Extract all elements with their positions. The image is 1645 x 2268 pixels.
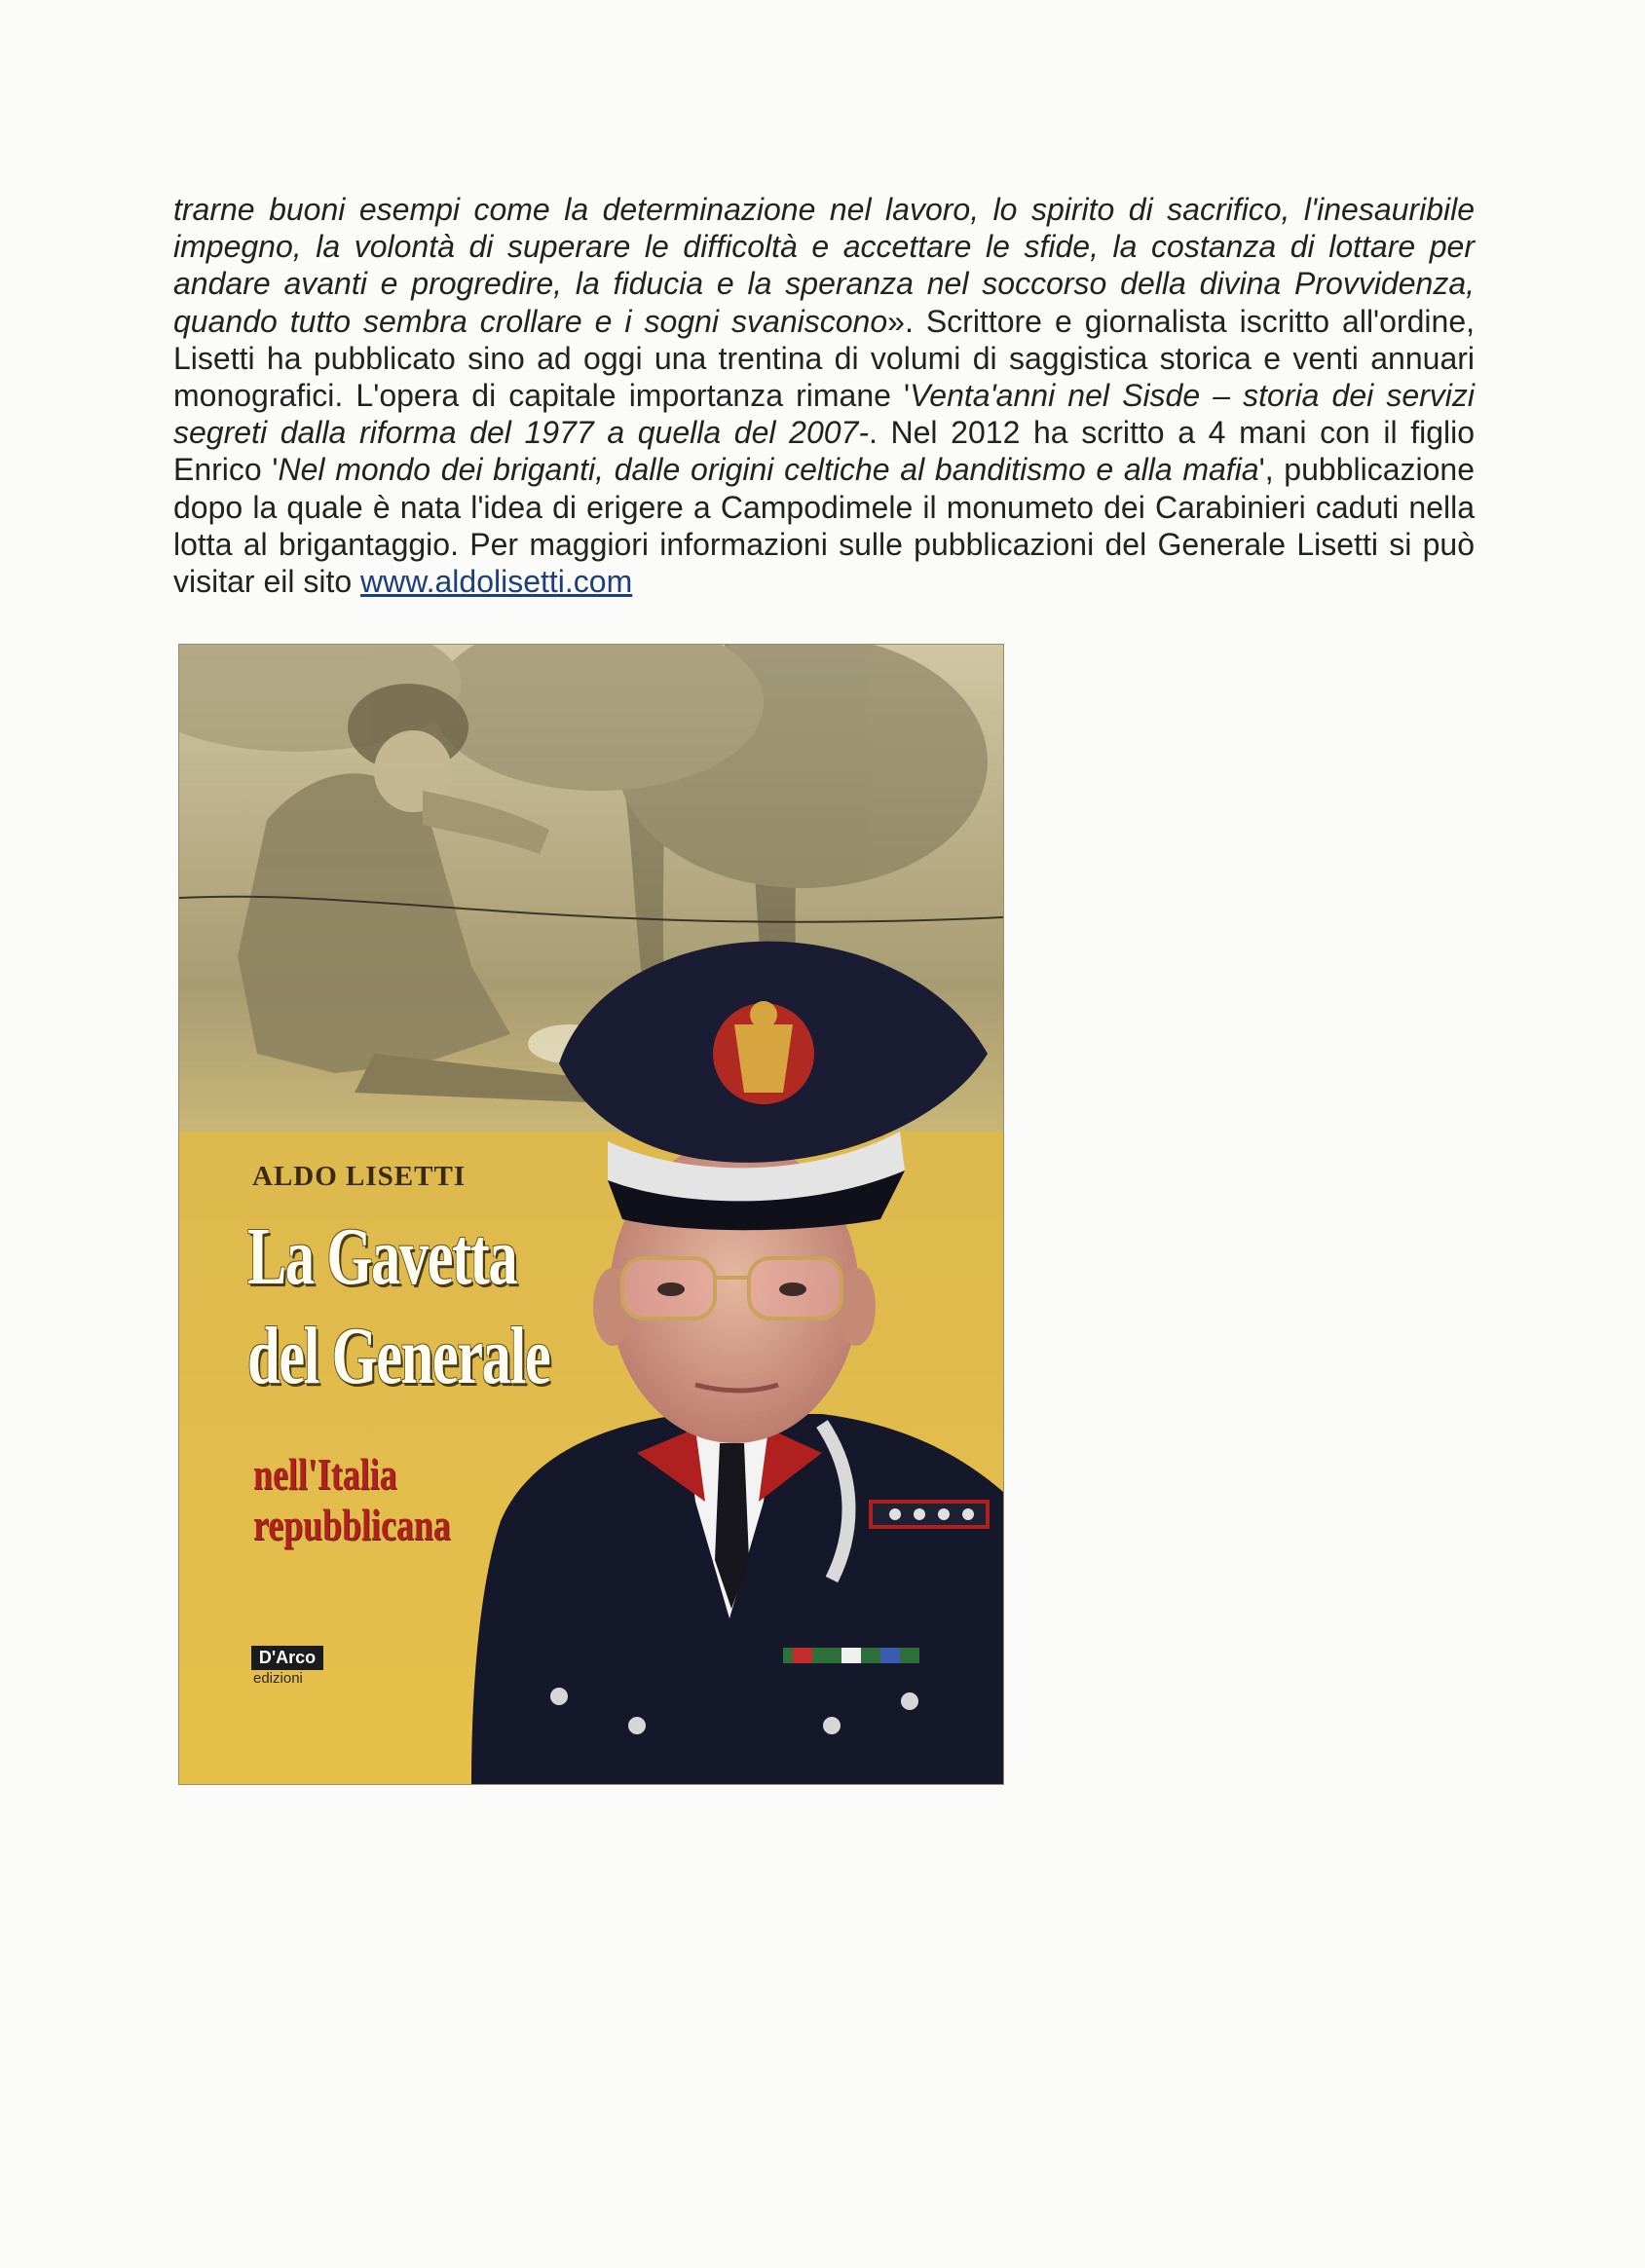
text-continuation: ». Scrittore e giornalista iscritto all'ordine, Lisetti ha pubblicato sino ad oggi una trentina di volumi di saggistica storica e venti annuari monografici. L'opera di capitale importanza rimane ' bbox=[173, 303, 1476, 414]
publisher-name: D'Arco bbox=[251, 1646, 323, 1670]
quote-italic: trarne buoni esempi come la determinazione nel lavoro, lo spirito di sacrifico, l'inesauribile impegno, la volontà di superare le difficoltà e accettare le sfide, la costanza di lottare per andare avanti e progredire, la fiducia e la speranza nel soccorso della divina Provvidenza, quando tutto sembra crollare e i sogni svaniscono bbox=[173, 192, 1475, 339]
cover-subtitle-line2: repubblicana bbox=[253, 1500, 451, 1549]
cover-subtitle-line1: nell'Italia bbox=[253, 1449, 397, 1499]
text-continuation-3: ', pubblicazione dopo la quale è nata l'idea di erigere a Campodimele il monumeto dei Carabinieri caduti nella lotta al brigantaggio. Per maggiori informazioni sulle pubblicazioni del Generale Lisetti si può visitar eil sito bbox=[173, 452, 1476, 600]
cover-title-line2: del Generale bbox=[247, 1311, 550, 1401]
book-title-sisde: Venta'anni nel Sisde – storia dei servizi segreti dalla riforma del 1977 a quella del 2007- bbox=[173, 378, 1475, 451]
cover-subtitle bbox=[253, 1449, 451, 1550]
cover-author: ALDO LISETTI bbox=[252, 1161, 467, 1192]
article-paragraph bbox=[173, 191, 1475, 600]
book-cover-image bbox=[178, 644, 1004, 1785]
publisher-sub: edizioni bbox=[253, 1670, 303, 1687]
cover-title bbox=[247, 1208, 549, 1406]
book-title-briganti: Nel mondo dei briganti, dalle origini celtiche al banditismo e alla mafia bbox=[278, 452, 1259, 488]
text-continuation-2: . Nel 2012 ha scritto a 4 mani con il figlio Enrico ' bbox=[173, 415, 1475, 488]
cover-title-line1: La Gavetta bbox=[247, 1211, 517, 1302]
website-link[interactable]: www.aldolisetti.com bbox=[360, 564, 633, 600]
publisher-logo bbox=[251, 1646, 323, 1687]
